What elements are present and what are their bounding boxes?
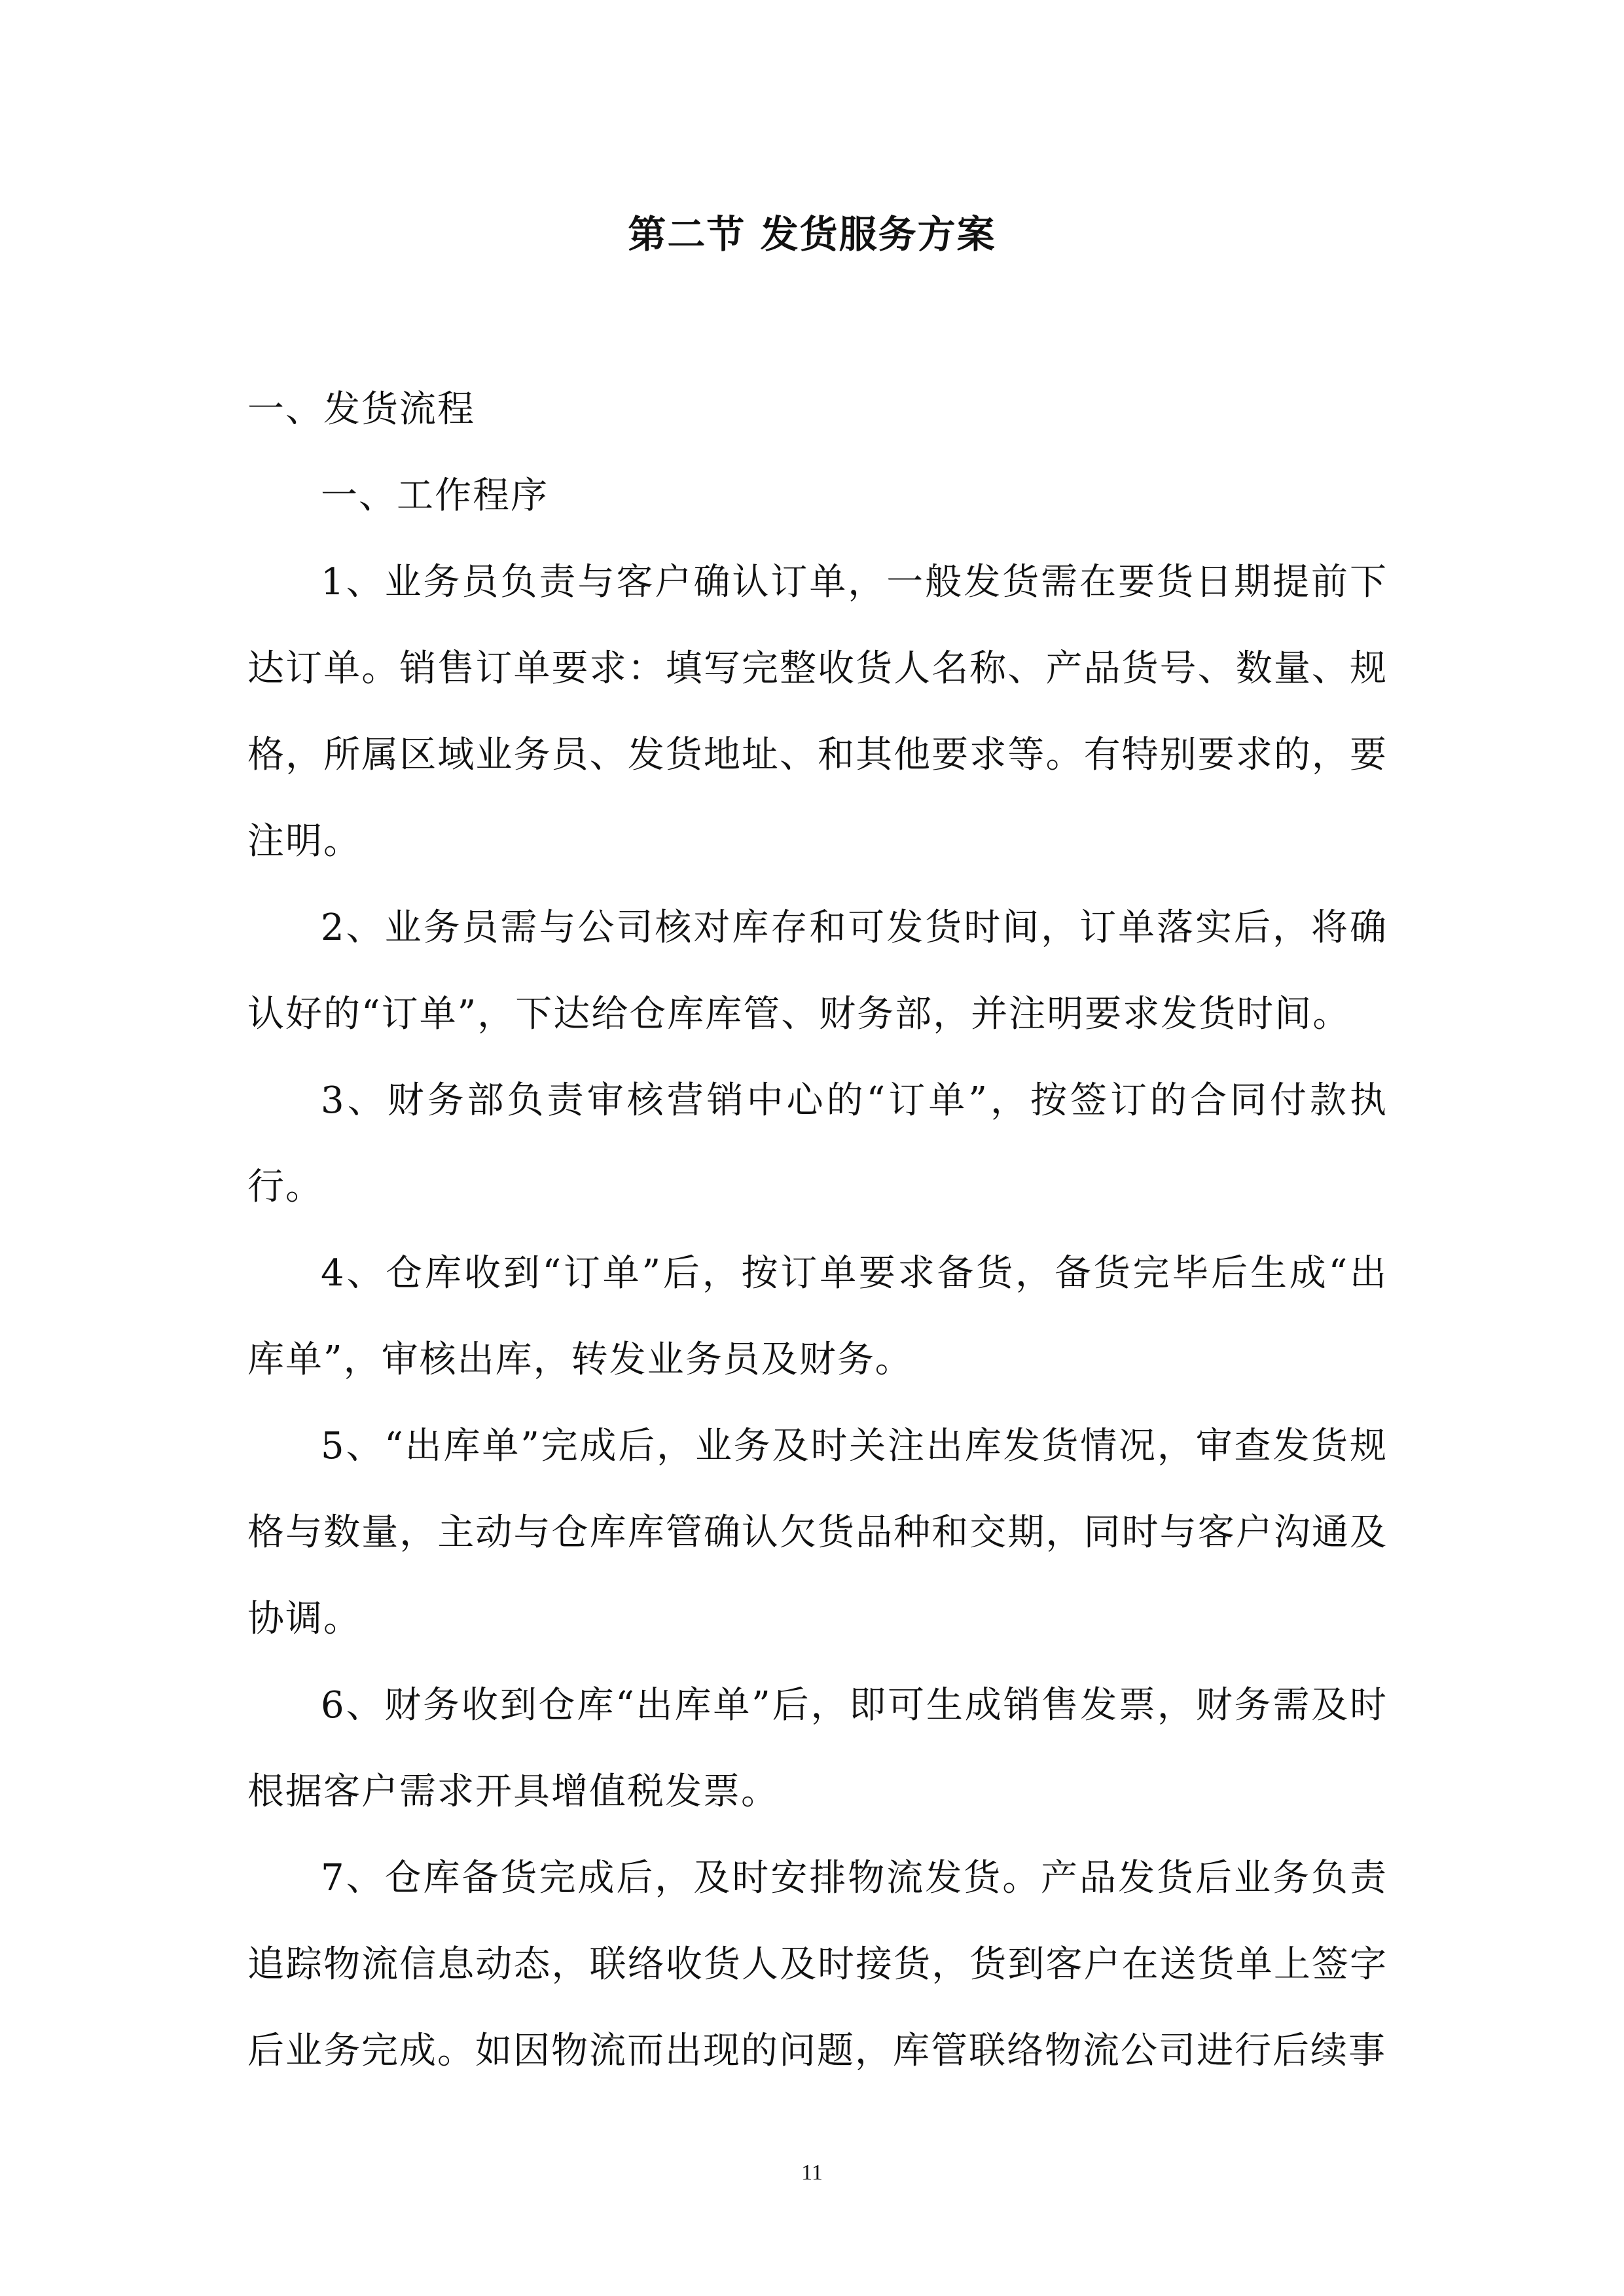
sub-heading: 一、工作程序	[321, 475, 549, 517]
section-heading: 一、发货流程	[247, 388, 475, 431]
paragraph-1: 1、业务员负责与客户确认订单，一般发货需在要货日期提前下达订单。销售订单要求：填写完整收货人名称、产品货号、数量、规格，所属区域业务员、发货地址、和其他要求等。有特别要求的，要注明。	[247, 561, 1388, 863]
paragraph-2: 2、业务员需与公司核对库存和可发货时间，订单落实后，将确认好的“订单”，下达给仓库库管、财务部，并注明要求发货时间。	[247, 906, 1388, 1035]
paragraph-6: 6、财务收到仓库“出库单”后，即可生成销售发票，财务需及时根据客户需求开具增值税发票。	[247, 1684, 1388, 1813]
document-body	[247, 367, 1388, 2094]
paragraph-5: 5、“出库单”完成后，业务及时关注出库发货情况，审查发货规格与数量，主动与仓库库管确认欠货品种和交期，同时与客户沟通及协调。	[247, 1425, 1388, 1640]
paragraph-7: 7、仓库备货完成后，及时安排物流发货。产品发货后业务负责追踪物流信息动态，联络收货人及时接货，货到客户在送货单上签字后业务完成。如因物流而出现的问题，库管联络物流公司进行后续事	[247, 1857, 1388, 2072]
paragraph-3: 3、财务部负责审核营销中心的“订单”，按签订的合同付款执行。	[247, 1079, 1388, 1208]
page-number: 11	[801, 2161, 823, 2185]
page-title: 第二节 发货服务方案	[628, 212, 996, 257]
paragraph-4: 4、仓库收到“订单”后，按订单要求备货，备货完毕后生成“出库单”，审核出库，转发业务员及财务。	[247, 1252, 1388, 1381]
